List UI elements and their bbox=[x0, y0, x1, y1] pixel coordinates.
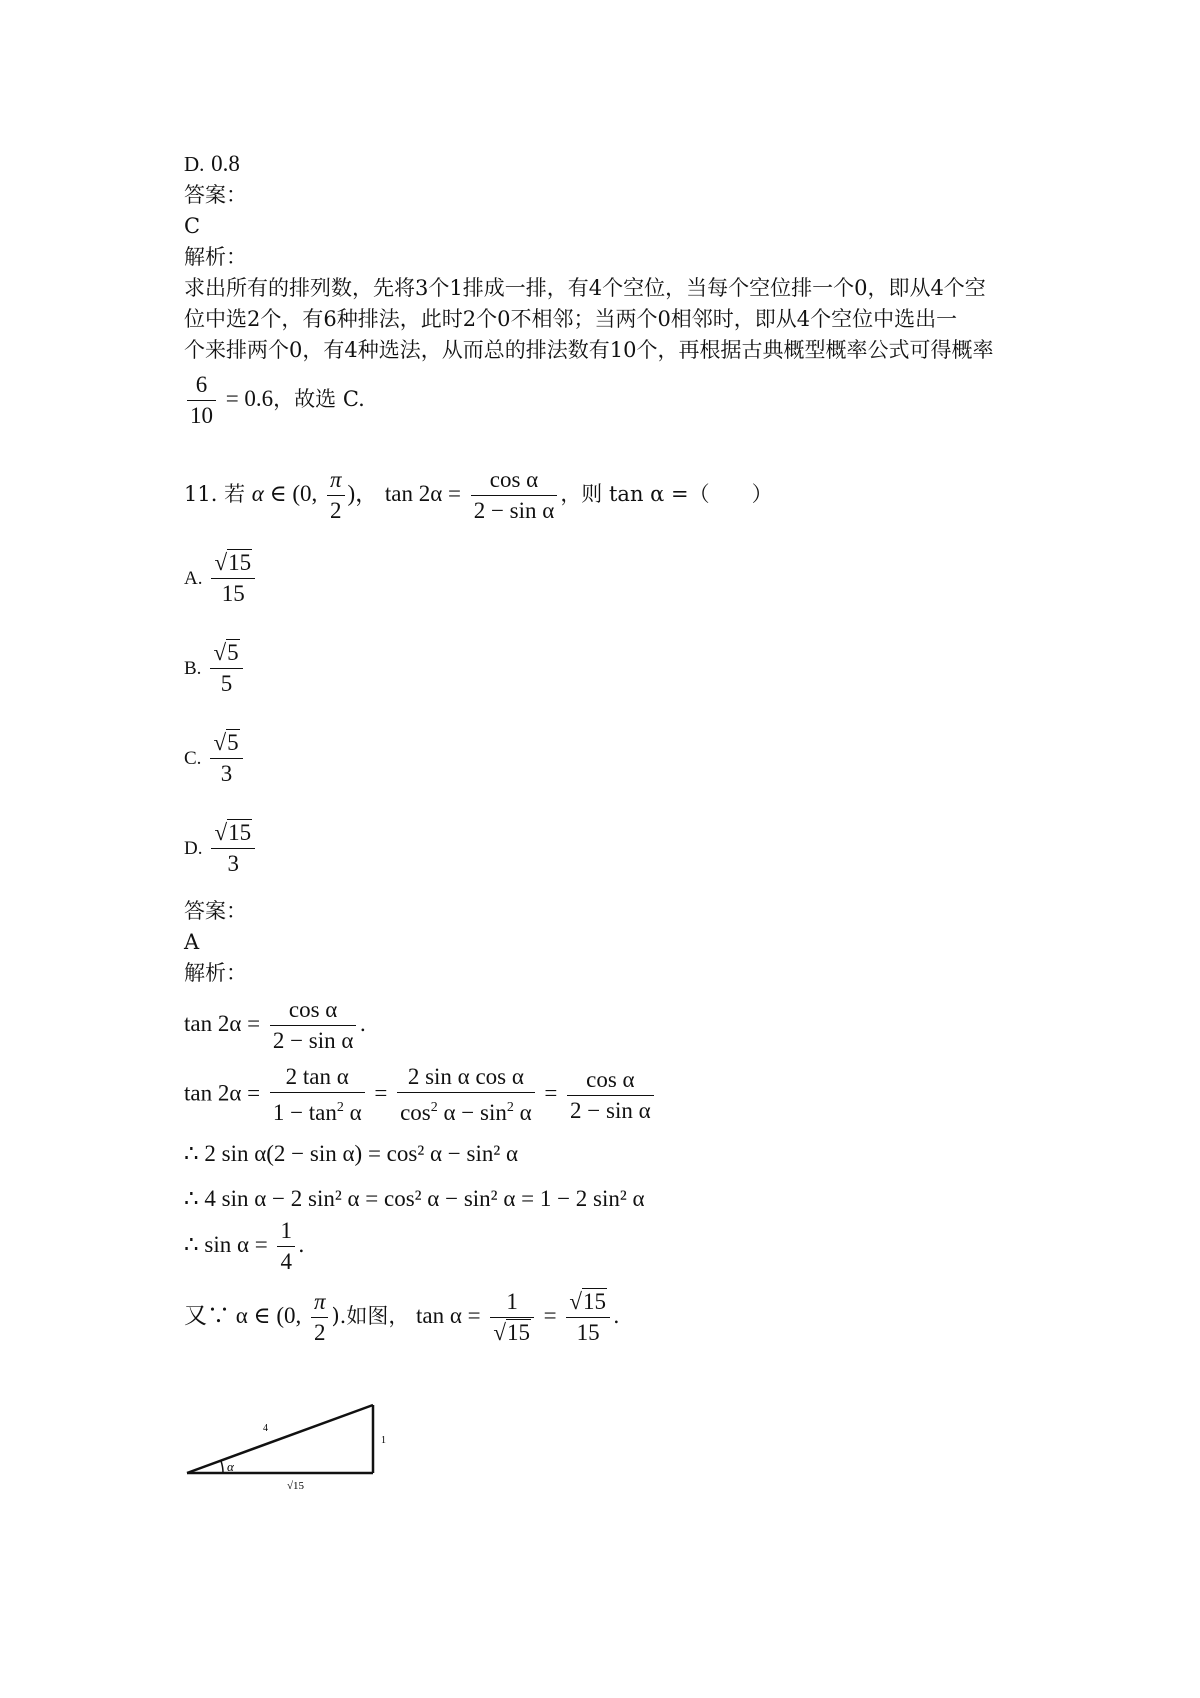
document-page bbox=[184, 148, 1044, 1348]
prev-option-d: D. 0.8 bbox=[184, 151, 240, 176]
option-a: A. $\frac{√15}{15}$ bbox=[184, 540, 1044, 616]
fraction: $\frac{√5}{3}$ bbox=[210, 728, 242, 789]
prev-analysis-line1: 求出所有的排列数，先将3个1排成一排，有4个空位，当每个空位排一个0，即从4个空 bbox=[184, 276, 986, 300]
solution-line1: tan 2α = $\frac{\text{cos α}}{\text{2 − sin α}}$ . bbox=[184, 995, 1044, 1056]
pi-over-two: $\frac{\pi}{2}$ bbox=[311, 1287, 329, 1348]
pi-over-two: $\frac{\pi}{2}$ bbox=[327, 465, 345, 526]
fraction: $\frac{√15}{15}$ bbox=[566, 1287, 610, 1348]
option-b: B. $\frac{√5}{5}$ bbox=[184, 630, 1044, 706]
solution-line4: ∴ 4 sin α − 2 sin² α = cos² α − sin² α = 1 − 2 sin² α bbox=[184, 1186, 645, 1211]
fraction: $\frac{√15}{15}$ bbox=[211, 548, 255, 609]
analysis-label-2: 解析： bbox=[184, 961, 247, 985]
option-d: D. $\frac{√15}{3}$ bbox=[184, 810, 1044, 886]
fraction: $\frac{\text{cos α}}{\text{2 − sin α}}$ bbox=[270, 995, 357, 1056]
fraction: $\frac{6}{10}$ bbox=[187, 370, 216, 431]
fraction: $\frac{√5}{5}$ bbox=[210, 638, 242, 699]
right-triangle-figure bbox=[183, 1395, 403, 1495]
solution-line5: ∴ sin α = $\frac{1}{4}$ . bbox=[184, 1216, 1044, 1277]
solution-line2: tan 2α = $\frac{\text{2 tan α}}{1 - \tan^2 \alpha}$ = $\frac{\text{2 sin α cos α}}{\cos^2 \alpha - \sin^2 \alpha}$ = $\frac{\text{cos α}}{\text{2 − sin α}}$ bbox=[184, 1062, 1044, 1128]
prev-analysis-line4: $\frac{6}{10}$ = 0.6，故选 C. bbox=[184, 370, 1044, 431]
fraction: $\frac{√15}{3}$ bbox=[211, 818, 255, 879]
hypotenuse bbox=[187, 1405, 373, 1473]
angle-label: α bbox=[227, 1459, 234, 1474]
question-11: 11. 若 α ∈ (0, $\frac{\pi}{2}$ )， tan 2α = $\frac{\text{cos α}}{\text{2 − sin α}}$ ，则 tan α =（ ） bbox=[184, 465, 1044, 526]
prev-analysis-line2: 位中选2个，有6种排法，此时2个0不相邻；当两个0相邻时，即从4个空位中选出一 bbox=[184, 307, 958, 331]
option-c: C. $\frac{√5}{3}$ bbox=[184, 720, 1044, 796]
answer-label-2: 答案： bbox=[184, 899, 247, 923]
hypotenuse-label: 4 bbox=[263, 1423, 268, 1434]
answer-label: 答案： bbox=[184, 183, 247, 207]
question-fraction: $\frac{\text{cos α}}{\text{2 − sin α}}$ bbox=[471, 465, 558, 526]
prev-answer: C bbox=[184, 214, 201, 238]
answer: A bbox=[184, 930, 200, 954]
angle-arc bbox=[221, 1461, 223, 1473]
analysis-label: 解析： bbox=[184, 245, 247, 269]
adjacent-label: √15 bbox=[287, 1480, 305, 1492]
opposite-label: 1 bbox=[381, 1435, 386, 1446]
solution-line6: 又∵ α ∈ (0, $\frac{\pi}{2}$ ).如图， tan α = $\frac{1}{√15}$ = $\frac{√15}{15}$ . bbox=[184, 1287, 1044, 1348]
options-list bbox=[184, 540, 1044, 886]
fraction: $\frac{1}{√15}$ bbox=[490, 1287, 534, 1348]
fraction: $\frac{1}{4}$ bbox=[277, 1216, 295, 1277]
solution-line3: ∴ 2 sin α(2 − sin α) = cos² α − sin² α bbox=[184, 1141, 519, 1166]
fraction: $\frac{\text{cos α}}{\text{2 − sin α}}$ bbox=[567, 1065, 654, 1126]
prev-analysis-line3: 个来排两个0，有4种选法，从而总的排法数有10个，再根据古典概型概率公式可得概率 bbox=[184, 338, 994, 362]
fraction: $\frac{\text{2 tan α}}{1 - \tan^2 \alpha}$ bbox=[270, 1062, 365, 1128]
fraction: $\frac{\text{2 sin α cos α}}{\cos^2 \alpha - \sin^2 \alpha}$ bbox=[397, 1062, 535, 1128]
